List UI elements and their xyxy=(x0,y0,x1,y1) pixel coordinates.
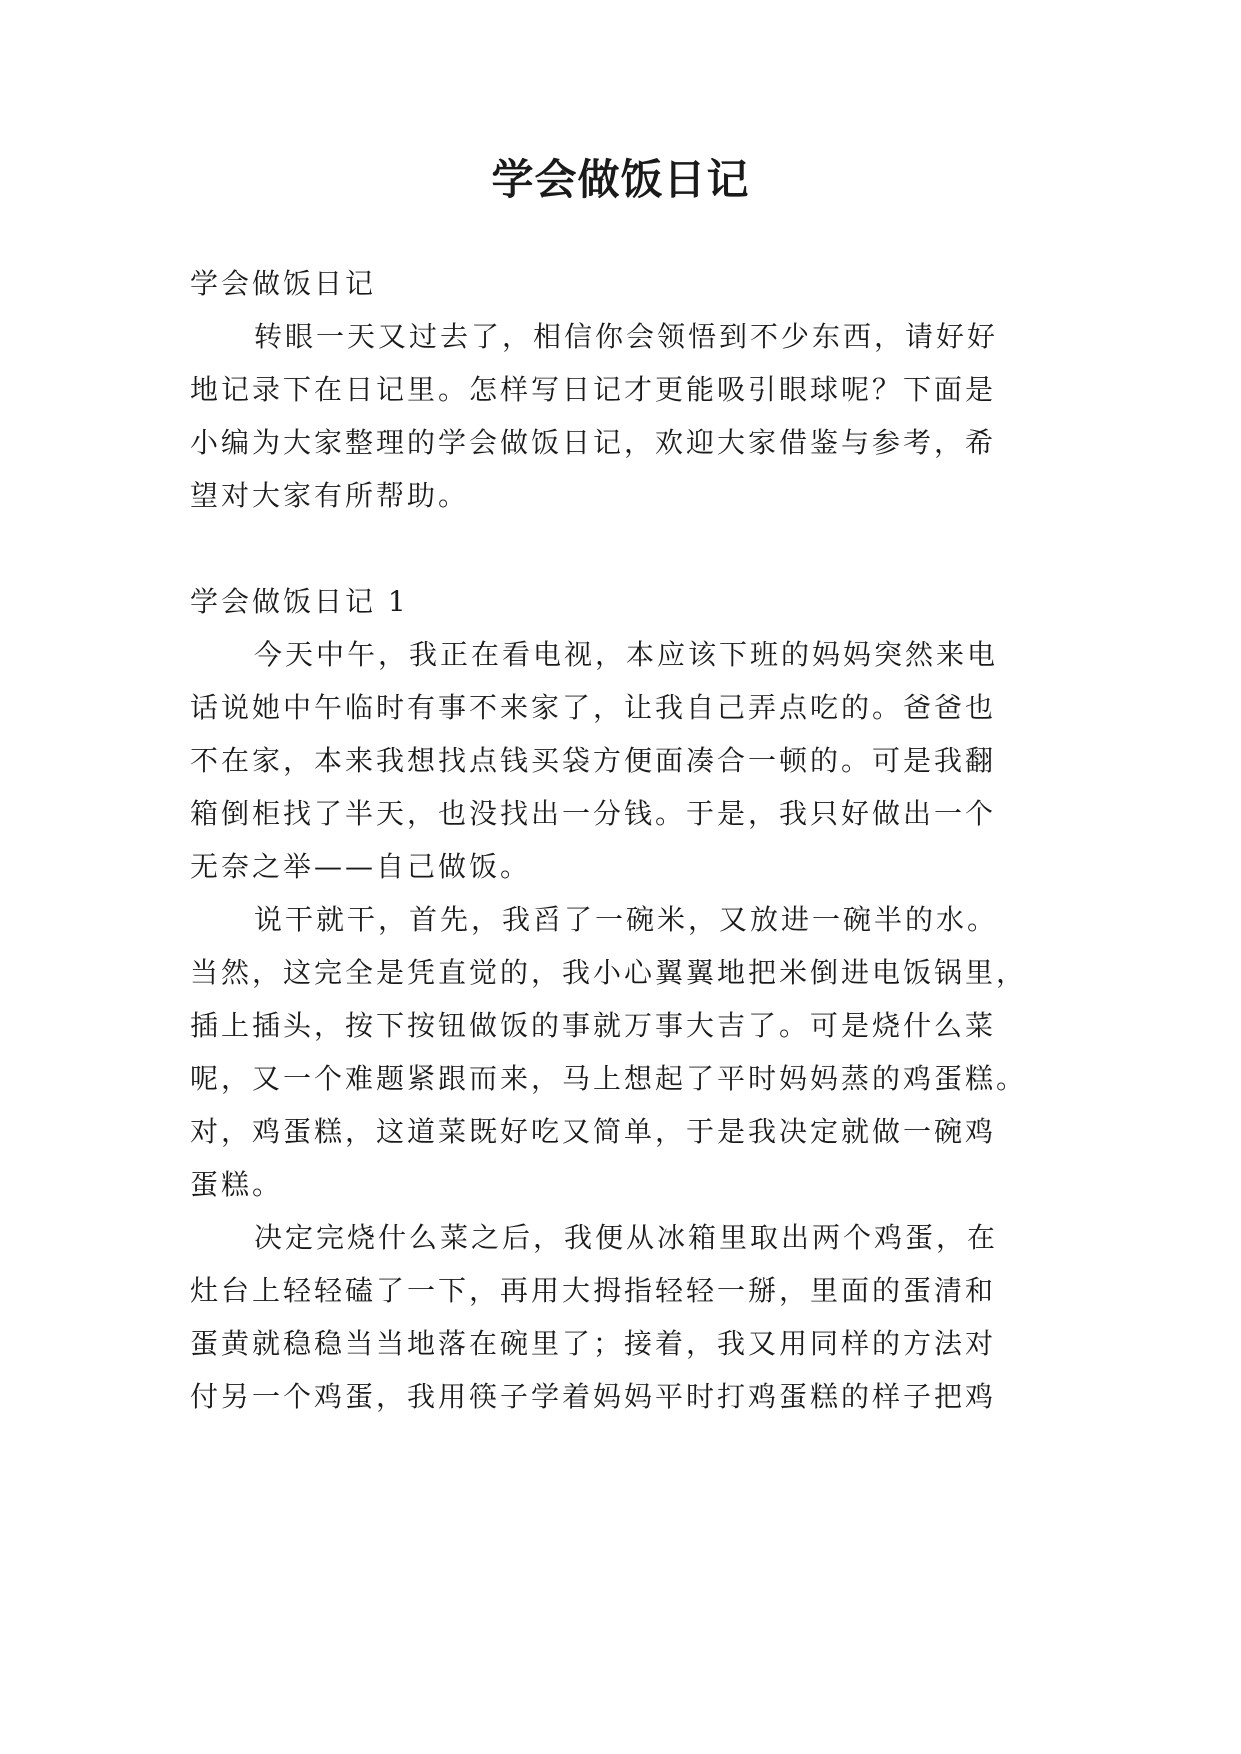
paragraph-1 xyxy=(190,628,1060,893)
document-body xyxy=(190,257,1060,1423)
paragraph-line: 呢，又一个难题紧跟而来，马上想起了平时妈妈蒸的鸡蛋糕。 xyxy=(190,1062,1028,1095)
paragraph-line: 箱倒柜找了半天，也没找出一分钱。于是，我只好做出一个 xyxy=(190,797,997,830)
paragraph-line: 不在家，本来我想找点钱买袋方便面凑合一顿的。可是我翻 xyxy=(190,744,997,777)
paragraph-line: 决定完烧什么菜之后，我便从冰箱里取出两个鸡蛋，在 xyxy=(254,1221,999,1254)
paragraph-line: 付另一个鸡蛋，我用筷子学着妈妈平时打鸡蛋糕的样子把鸡 xyxy=(190,1380,997,1413)
intro-heading: 学会做饭日记 xyxy=(190,267,377,300)
paragraph-line: 话说她中午临时有事不来家了，让我自己弄点吃的。爸爸也 xyxy=(190,691,997,724)
section-heading: 学会做饭日记 1 xyxy=(190,585,409,618)
paragraph-line: 今天中午，我正在看电视，本应该下班的妈妈突然来电 xyxy=(254,638,999,671)
paragraph-line: 小编为大家整理的学会做饭日记，欢迎大家借鉴与参考，希 xyxy=(190,426,997,459)
document-title: 学会做饭日记 xyxy=(491,155,750,204)
paragraph-line: 蛋糕。 xyxy=(190,1168,284,1201)
paragraph-line: 地记录下在日记里。怎样写日记才更能吸引眼球呢？下面是 xyxy=(190,373,997,406)
paragraph-line: 灶台上轻轻磕了一下，再用大拇指轻轻一掰，里面的蛋清和 xyxy=(190,1274,997,1307)
paragraph-line: 无奈之举——自己做饭。 xyxy=(190,850,532,883)
paragraph-line: 对，鸡蛋糕，这道菜既好吃又简单，于是我决定就做一碗鸡 xyxy=(190,1115,997,1148)
blank-line xyxy=(190,522,1060,575)
paragraph-line: 当然，这完全是凭直觉的，我小心翼翼地把米倒进电饭锅里， xyxy=(190,956,1028,989)
paragraph-line: 望对大家有所帮助。 xyxy=(190,479,470,512)
paragraph-line: 说干就干，首先，我舀了一碗米，又放进一碗半的水。 xyxy=(254,903,999,936)
paragraph-3 xyxy=(190,1211,1060,1423)
paragraph-line: 转眼一天又过去了，相信你会领悟到不少东西，请好好 xyxy=(254,320,999,353)
paragraph-2 xyxy=(190,893,1060,1211)
paragraph-line: 蛋黄就稳稳当当地落在碗里了；接着，我又用同样的方法对 xyxy=(190,1327,997,1360)
paragraph-line: 插上插头，按下按钮做饭的事就万事大吉了。可是烧什么菜 xyxy=(190,1009,997,1042)
intro-paragraph xyxy=(190,310,1060,522)
